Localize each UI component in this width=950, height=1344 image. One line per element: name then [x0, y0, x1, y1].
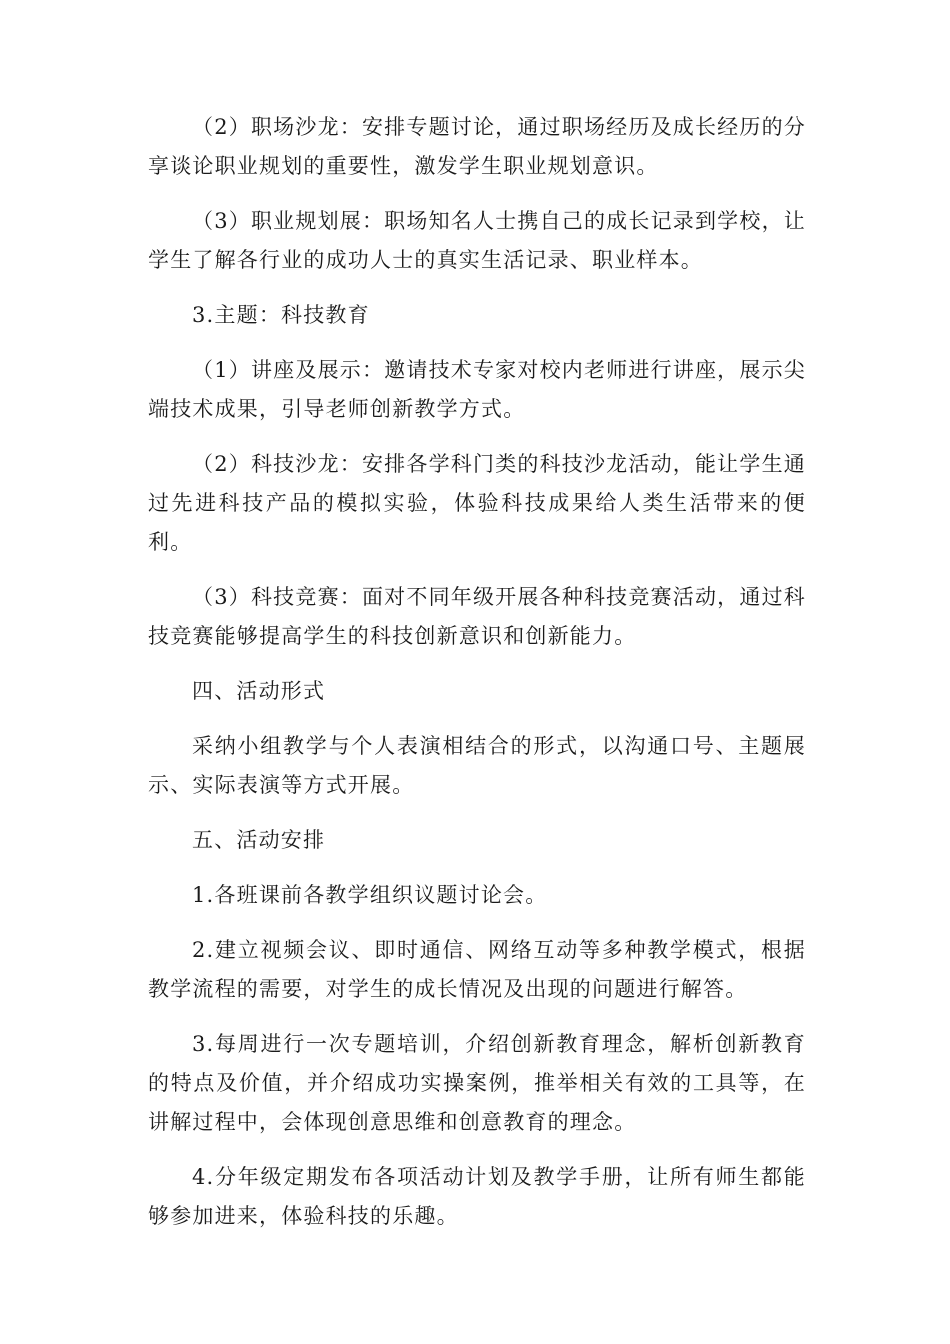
schedule-item-1: 1.各班课前各教学组织议题讨论会。	[192, 883, 548, 907]
paragraph-career-salon: （2）职场沙龙：安排专题讨论，通过职场经历及成长经历的分享谈论职业规划的重要性，激发学生职业规划意识。	[148, 115, 806, 178]
paragraph-tech-competition: （3）科技竞赛：面对不同年级开展各种科技竞赛活动，通过科技竞赛能够提高学生的科技创新意识和创新能力。	[148, 585, 806, 648]
heading-activity-schedule: 五、活动安排	[192, 828, 326, 852]
paragraph-lecture-display: （1）讲座及展示：邀请技术专家对校内老师进行讲座，展示尖端技术成果，引导老师创新教学方式。	[148, 358, 806, 421]
document-body	[148, 108, 806, 1252]
heading-activity-form: 四、活动形式	[192, 679, 326, 703]
schedule-item-4: 4.分年级定期发布各项活动计划及教学手册，让所有师生都能够参加进来，体验科技的乐趣。	[148, 1165, 806, 1228]
paragraph-tech-salon: （2）科技沙龙：安排各学科门类的科技沙龙活动，能让学生通过先进科技产品的模拟实验，体验科技成果给人类生活带来的便利。	[148, 452, 806, 554]
schedule-item-3: 3.每周进行一次专题培训，介绍创新教育理念，解析创新教育的特点及价值，并介绍成功实操案例，推举相关有效的工具等，在讲解过程中，会体现创意思维和创意教育的理念。	[148, 1032, 806, 1134]
paragraph-career-exhibition: （3）职业规划展：职场知名人士携自己的成长记录到学校，让学生了解各行业的成功人士的真实生活记录、职业样本。	[148, 209, 806, 272]
paragraph-activity-form: 采纳小组教学与个人表演相结合的形式，以沟通口号、主题展示、实际表演等方式开展。	[148, 734, 806, 797]
schedule-item-2: 2.建立视频会议、即时通信、网络互动等多种教学模式，根据教学流程的需要，对学生的成长情况及出现的问题进行解答。	[148, 938, 806, 1001]
heading-topic-tech-education: 3.主题：科技教育	[192, 303, 370, 327]
